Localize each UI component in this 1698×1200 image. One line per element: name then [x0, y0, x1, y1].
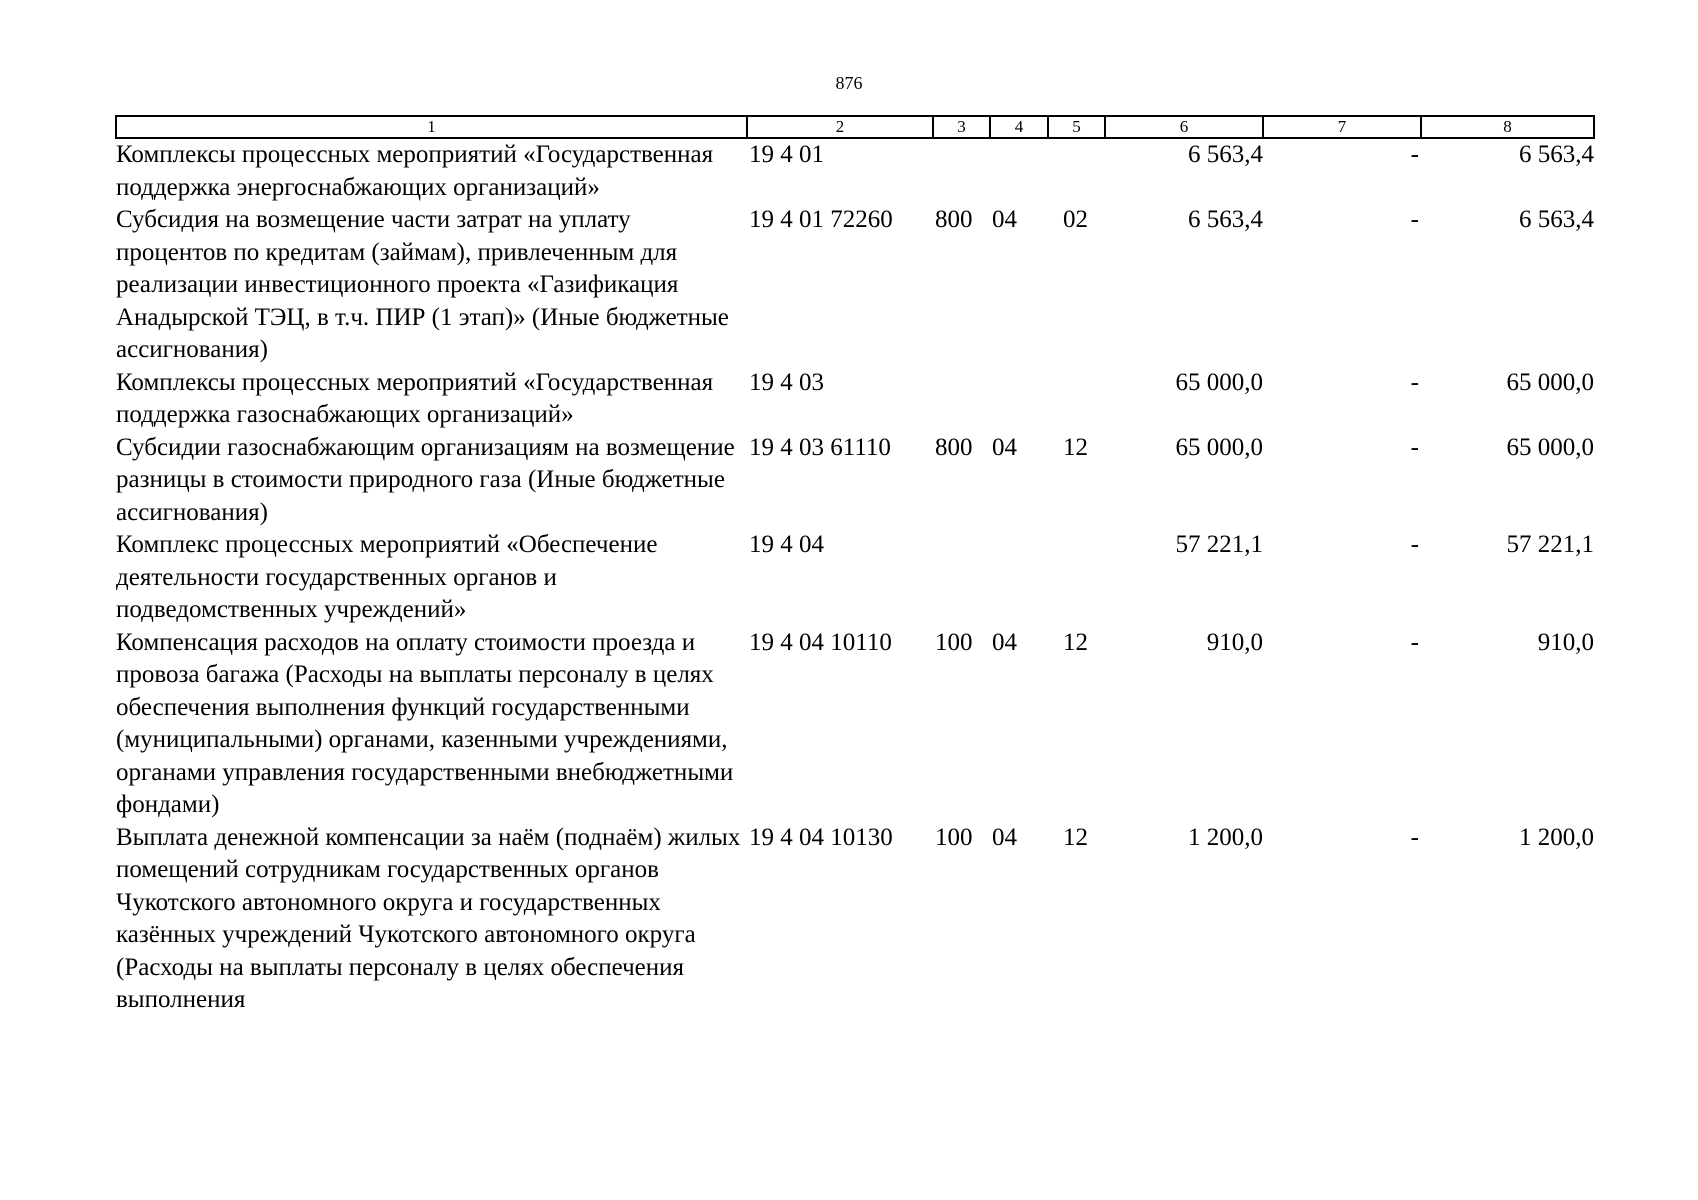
row-amount-col7: -: [1410, 433, 1419, 461]
table-row: [116, 627, 1594, 822]
row-name: Комплексы процессных мероприятий «Государственная поддержка энергоснабжающих организаций»: [116, 141, 714, 201]
row-subsection: 12: [1063, 433, 1088, 461]
row-section: [990, 529, 1048, 627]
row-amount-col6: 65 000,0: [1175, 433, 1263, 461]
column-header: 3: [933, 116, 990, 138]
row-amount-col7: -: [1410, 531, 1419, 558]
column-header: 4: [990, 116, 1048, 138]
row-amount-col6: 1 200,0: [1188, 823, 1263, 851]
header-row: [116, 116, 1594, 138]
row-target-code: 19 4 03 61110: [749, 433, 891, 461]
row-expense-type: 800: [935, 206, 973, 233]
row-target-code: 19 4 04 10110: [749, 628, 892, 656]
row-name: Компенсация расходов на оплату стоимости проезда и провоза багажа (Расходы на выплаты персоналу в целях обеспечения выполнения функций государственными (муниципальными) органами, казенными учреждениями, органами управления государственными внебюджетными фондами): [116, 628, 734, 818]
row-name: Комплекс процессных мероприятий «Обеспечение деятельности государственных органов и подведомственных учреждений»: [116, 531, 658, 623]
row-expense-type: [933, 138, 990, 204]
row-amount-col6: 65 000,0: [1175, 368, 1263, 396]
table-header: [116, 116, 1594, 138]
row-section: [990, 138, 1048, 204]
row-amount-col8: 6 563,4: [1519, 141, 1594, 168]
row-amount-col7: -: [1410, 206, 1419, 233]
row-amount-col7: -: [1410, 628, 1419, 656]
row-section: 04: [992, 628, 1017, 656]
row-section: [990, 367, 1048, 432]
row-amount-col6: 910,0: [1206, 628, 1263, 656]
table-row: [116, 367, 1594, 432]
table-row: [116, 529, 1594, 627]
row-section: 04: [992, 206, 1017, 233]
row-subsection: [1048, 529, 1105, 627]
row-subsection: 12: [1063, 823, 1088, 851]
row-target-code: 19 4 04: [749, 531, 824, 558]
row-target-code: 19 4 04 10130: [749, 823, 893, 851]
row-section: 04: [992, 823, 1017, 851]
row-subsection: 02: [1063, 206, 1088, 233]
row-amount-col8: 65 000,0: [1506, 433, 1594, 461]
page-number: 876: [835, 73, 863, 93]
row-target-code: 19 4 01: [749, 141, 824, 168]
budget-table: [115, 115, 1595, 1017]
column-header: 5: [1048, 116, 1105, 138]
row-section: 04: [992, 433, 1017, 461]
column-header: 6: [1105, 116, 1263, 138]
row-subsection: 12: [1063, 628, 1088, 656]
row-amount-col8: 65 000,0: [1506, 368, 1594, 396]
row-amount-col8: 1 200,0: [1519, 823, 1594, 851]
row-amount-col7: -: [1410, 368, 1419, 396]
row-amount-col6: 57 221,1: [1175, 531, 1263, 558]
table-body: [116, 138, 1594, 1017]
row-name: Субсидия на возмещение части затрат на уплату процентов по кредитам (займам), привлеченным для реализации инвестиционного проекта «Газификация Анадырской ТЭЦ, в т.ч. ПИР (1 этап)» (Иные бюджетные ассигнования): [116, 206, 729, 363]
row-amount-col8: 910,0: [1537, 628, 1594, 656]
column-header: 1: [116, 116, 747, 138]
row-amount-col6: 6 563,4: [1188, 206, 1263, 233]
row-expense-type: 100: [935, 823, 973, 851]
row-subsection: [1048, 138, 1105, 204]
column-header: 7: [1263, 116, 1421, 138]
row-name: Комплексы процессных мероприятий «Государственная поддержка газоснабжающих организаций»: [116, 368, 714, 428]
row-expense-type: 100: [935, 628, 973, 656]
row-name: Выплата денежной компенсации за наём (поднаём) жилых помещений сотрудникам государственных органов Чукотского автономного округа и государственных казённых учреждений Чукотского автономного округа (Расходы на выплаты персоналу в целях обеспечения выполнения: [116, 823, 741, 1013]
column-header: 8: [1421, 116, 1594, 138]
table-row: [116, 204, 1594, 367]
table-row: [116, 822, 1594, 1017]
row-target-code: 19 4 01 72260: [749, 206, 893, 233]
row-subsection: [1048, 367, 1105, 432]
row-amount-col7: -: [1410, 141, 1419, 168]
row-expense-type: 800: [935, 433, 973, 461]
row-amount-col6: 6 563,4: [1188, 141, 1263, 168]
row-amount-col7: -: [1410, 823, 1419, 851]
row-amount-col8: 57 221,1: [1506, 531, 1594, 558]
table-row: [116, 432, 1594, 530]
column-header: 2: [747, 116, 933, 138]
row-amount-col8: 6 563,4: [1519, 206, 1594, 233]
row-name: Субсидии газоснабжающим организациям на возмещение разницы в стоимости природного газа (Иные бюджетные ассигнования): [116, 433, 735, 526]
row-expense-type: [933, 367, 990, 432]
row-expense-type: [933, 529, 990, 627]
table-row: [116, 138, 1594, 204]
row-target-code: 19 4 03: [749, 368, 824, 396]
